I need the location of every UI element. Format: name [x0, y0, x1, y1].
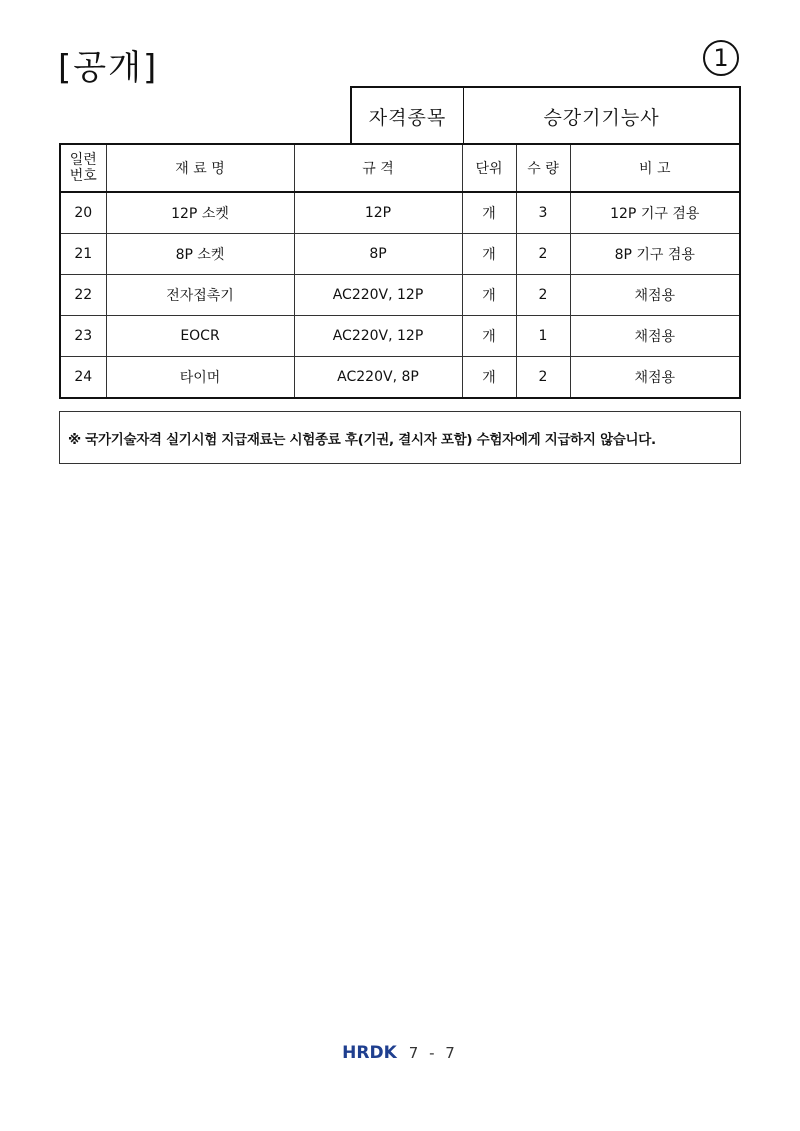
cell-name: 8P 소켓: [106, 234, 294, 275]
cell-unit: 개: [462, 357, 516, 399]
header-serial-number: [60, 144, 106, 192]
category-label: 자격종목: [352, 88, 464, 144]
cell-name: 타이머: [106, 357, 294, 399]
cell-unit: 개: [462, 316, 516, 357]
cell-note: 12P 기구 겸용: [570, 192, 740, 234]
header-note: 비 고: [570, 144, 740, 192]
table-row: [60, 234, 740, 275]
document-title: [공개]: [58, 48, 159, 88]
cell-qty: 1: [516, 316, 570, 357]
cell-qty: 2: [516, 275, 570, 316]
cell-qty: 3: [516, 192, 570, 234]
cell-spec: AC220V, 8P: [294, 357, 462, 399]
table-row: [60, 275, 740, 316]
cell-name: 12P 소켓: [106, 192, 294, 234]
hrdk-logo: HRDK: [342, 1043, 397, 1063]
cell-note: 채점용: [570, 275, 740, 316]
header-spec: 규 격: [294, 144, 462, 192]
cell-spec: AC220V, 12P: [294, 275, 462, 316]
header-material-name: 재 료 명: [106, 144, 294, 192]
header-unit: 단위: [462, 144, 516, 192]
materials-table: [59, 143, 741, 399]
category-value: 승강기기능사: [543, 106, 660, 129]
page-marker-circle: 1: [703, 40, 739, 76]
cell-qty: 2: [516, 357, 570, 399]
page-footer: [0, 1043, 800, 1063]
cell-name: 전자접촉기: [106, 275, 294, 316]
header-quantity: 수 량: [516, 144, 570, 192]
cell-spec: AC220V, 12P: [294, 316, 462, 357]
exam-category-box: [350, 86, 741, 144]
cell-no: 20: [60, 192, 106, 234]
cell-no: 21: [60, 234, 106, 275]
table-header-row: [60, 144, 740, 192]
cell-unit: 개: [462, 192, 516, 234]
cell-no: 23: [60, 316, 106, 357]
page-number: 7 - 7: [408, 1044, 458, 1062]
cell-note: 8P 기구 겸용: [570, 234, 740, 275]
cell-note: 채점용: [570, 316, 740, 357]
cell-note: 채점용: [570, 357, 740, 399]
notice-box: ※ 국가기술자격 실기시험 지급재료는 시험종료 후(기권, 결시자 포함) 수험자에게 지급하지 않습니다.: [59, 411, 741, 464]
cell-qty: 2: [516, 234, 570, 275]
cell-no: 24: [60, 357, 106, 399]
cell-spec: 8P: [294, 234, 462, 275]
table-row: [60, 357, 740, 399]
cell-no: 22: [60, 275, 106, 316]
header-serial-line1: 일련: [69, 152, 97, 168]
cell-unit: 개: [462, 275, 516, 316]
header-serial-line2: 번호: [69, 168, 97, 184]
table-row: [60, 192, 740, 234]
cell-name: EOCR: [106, 316, 294, 357]
cell-unit: 개: [462, 234, 516, 275]
cell-spec: 12P: [294, 192, 462, 234]
table-row: [60, 316, 740, 357]
